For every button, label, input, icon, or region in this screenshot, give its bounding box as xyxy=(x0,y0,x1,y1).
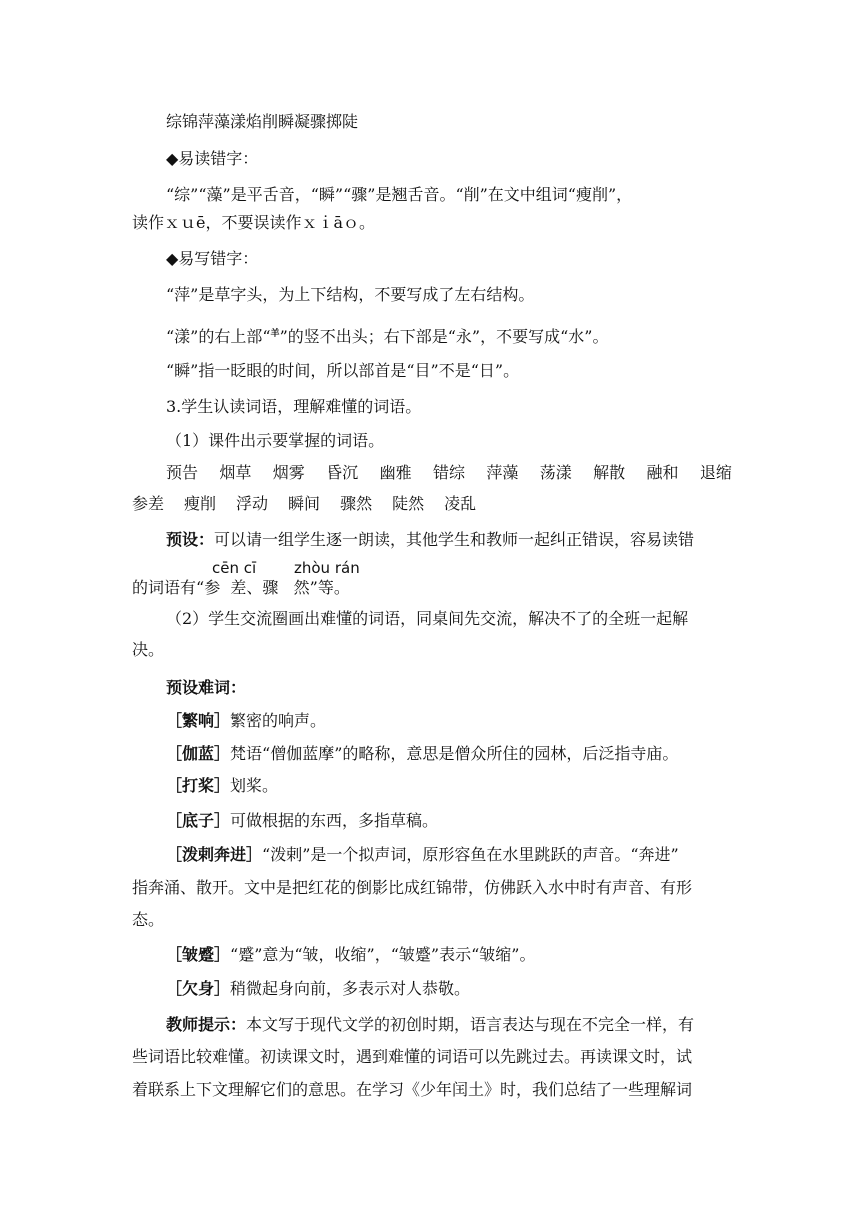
gloss-item xyxy=(166,711,766,731)
word-item: 烟草 xyxy=(219,463,252,482)
word-item: 凌乱 xyxy=(444,494,477,513)
difficult-heading: 预设难词： xyxy=(166,678,247,697)
easy-read-heading: ◆易读错字： xyxy=(166,149,259,168)
preset-sep: 、 xyxy=(246,578,263,597)
word-item: 瘦削 xyxy=(184,494,217,513)
word-item: 融和 xyxy=(646,463,679,482)
gloss-term: ［伽蓝］ xyxy=(166,744,231,763)
word-row-2 xyxy=(132,494,732,514)
write-note-1: “萍”是草字头，为上下结构，不要写成了左右结构。 xyxy=(166,285,535,304)
char-list: 综锦萍藻漾焰削瞬凝骤掷陡 xyxy=(166,112,359,131)
word-item: 浮动 xyxy=(236,494,269,513)
preset-line-1 xyxy=(166,530,766,550)
word-item: 幽雅 xyxy=(379,463,412,482)
preset-word-2: 骤 然 xyxy=(262,578,310,597)
gloss-term: ［泼剌奔进］ xyxy=(166,845,263,864)
step-3-1: （1）课件出示要掌握的词语。 xyxy=(166,431,385,450)
tip-line-3: 着联系上下文理解它们的意思。在学习《少年闰土》时，我们总结了一些理解词 xyxy=(132,1080,693,1099)
word-item: 预告 xyxy=(166,463,199,482)
pinyin-zhouran: zhòu rán xyxy=(294,559,360,577)
step-3: 3.学生认读词语，理解难懂的词语。 xyxy=(166,397,422,416)
gloss-term: ［皱蹙］ xyxy=(166,945,231,964)
gloss-item xyxy=(166,945,766,965)
gloss-term: ［繁响］ xyxy=(166,711,231,730)
radical-glyph: 羊 xyxy=(270,329,280,339)
write-note-3: “瞬”指一眨眼的时间，所以部首是“目”不是“日”。 xyxy=(166,361,520,380)
word-item: 陡然 xyxy=(392,494,425,513)
easy-write-heading: ◆易写错字： xyxy=(166,249,259,268)
gloss-def: 稍微起身向前，多表示对人恭敬。 xyxy=(230,979,471,998)
gloss-def: “泼剌”是一个拟声词，原形容鱼在水里跳跃的声音。“奔进” xyxy=(262,845,679,864)
word-item: 烟雾 xyxy=(272,463,305,482)
word-item: 错综 xyxy=(432,463,465,482)
tip-label: 教师提示： xyxy=(166,1015,247,1034)
gloss-cont-2: 态。 xyxy=(132,910,165,929)
gloss-def: 繁密的响声。 xyxy=(230,711,327,730)
easy-read-text-2: 读作ｘｕē，不要误读作ｘｉāｏ。 xyxy=(132,213,376,232)
tip-line-2: 些词语比较难懂。初读课文时，遇到难懂的词语可以先跳过去。再读课文时，试 xyxy=(132,1047,693,1066)
step-3-2-line-1: （2）学生交流圈画出难懂的词语，同桌间先交流，解决不了的全班一起解 xyxy=(166,609,689,628)
word-item: 荡漾 xyxy=(539,463,572,482)
word-item: 骤然 xyxy=(340,494,373,513)
step-3-2-line-2: 决。 xyxy=(132,640,165,659)
pinyin-cenci: cēn cī xyxy=(212,559,257,577)
gloss-term: ［打桨］ xyxy=(166,776,231,795)
gloss-def: 可做根据的东西，多指草稿。 xyxy=(230,811,439,830)
gloss-def: “蹙”意为“皱，收缩”，“皱蹙”表示“皱缩”。 xyxy=(230,945,536,964)
word-item: 昏沉 xyxy=(326,463,359,482)
write-note-2 xyxy=(166,324,766,347)
word-item: 瞬间 xyxy=(288,494,321,513)
preset-line-2-post: ”等。 xyxy=(309,578,350,597)
gloss-term: ［欠身］ xyxy=(166,979,231,998)
word-item: 解散 xyxy=(593,463,626,482)
preset-word-1: 参 差 xyxy=(204,578,247,597)
gloss-def: 划桨。 xyxy=(230,776,279,795)
gloss-item xyxy=(166,776,766,796)
tip-line-1 xyxy=(166,1015,732,1035)
gloss-item xyxy=(166,744,766,764)
write-note-2-pre: “漾”的右上部“ xyxy=(166,327,271,346)
gloss-def: 梵语“僧伽蓝摩”的略称，意思是僧众所住的园林，后泛指寺庙。 xyxy=(230,744,679,763)
tip-text: 本文写于现代文学的初创时期，语言表达与现在不完全一样，有 xyxy=(246,1015,695,1034)
word-item: 退缩 xyxy=(699,463,732,482)
preset-label: 预设： xyxy=(166,530,215,549)
gloss-cont-1: 指奔涌、散开。文中是把红花的倒影比成红锦带，仿佛跃入水中时有声音、有形 xyxy=(132,878,693,897)
preset-line-2-pre: 的词语有“ xyxy=(132,578,205,597)
preset-text: 可以请一组学生逐一朗读，其他学生和教师一起纠正错误，容易读错 xyxy=(214,530,695,549)
word-item: 参差 xyxy=(132,494,165,513)
word-row-1 xyxy=(166,463,732,483)
gloss-term: ［底子］ xyxy=(166,811,231,830)
gloss-item xyxy=(166,845,766,865)
word-item: 萍藻 xyxy=(486,463,519,482)
write-note-2-post: ”的竖不出头；右下部是“永”，不要写成“水”。 xyxy=(279,327,609,346)
gloss-item xyxy=(166,811,766,831)
easy-read-text-1: “综”“藻”是平舌音，“瞬”“骤”是翘舌音。“削”在文中组词“瘦削”， xyxy=(166,185,633,204)
gloss-item xyxy=(166,979,766,999)
preset-line-2 xyxy=(132,578,732,598)
